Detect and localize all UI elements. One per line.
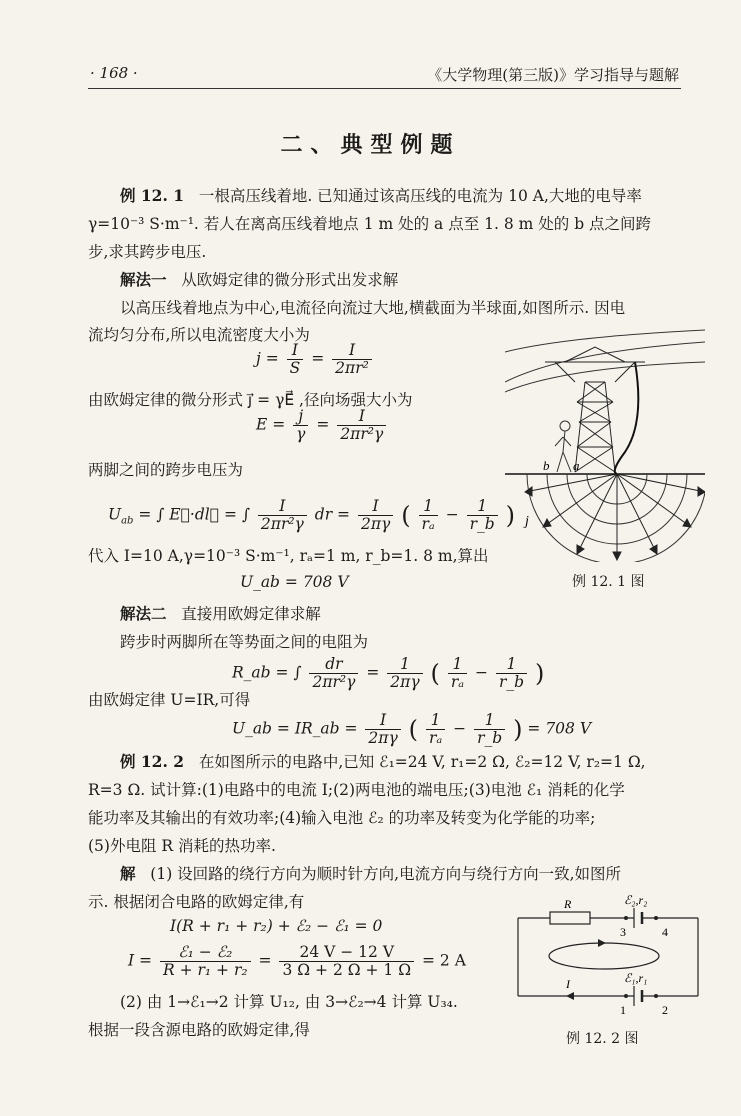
figure1-label-b: b: [543, 458, 550, 473]
eq-u2-lhs: U_ab = IR_ab =: [232, 719, 358, 738]
example1-label: 例 12. 1: [120, 186, 185, 205]
eq-u-num2: I: [358, 498, 393, 516]
figure2-label-I: I: [566, 977, 570, 991]
eq-u2-den2: rₐ: [428, 729, 443, 747]
eq-e-frac1: [293, 408, 308, 443]
eq-u-num4: 1: [467, 498, 498, 516]
solution-line3: (2) 由 1→ℰ₁→2 计算 U₁₂, 由 3→ℰ₂→4 计算 U₃₄.: [120, 993, 458, 1011]
figure2-label-e1: ℰ₁,r₁: [624, 971, 648, 985]
example2-statement-2: R=3 Ω. 试计算:(1)电路中的电流 I;(2)两电池的端电压;(3)电池 ℰ₁ 消耗的化学: [88, 781, 625, 799]
eq-j-den2: 2πr²: [335, 359, 369, 377]
eq-j-den1: S: [289, 359, 301, 377]
eq-r-num3: 1: [448, 656, 467, 674]
eq-r-num4: 1: [496, 656, 527, 674]
eq-j-num2: I: [332, 342, 372, 360]
eq-r-eq: =: [366, 663, 380, 682]
equation-kvl: I(R + r₁ + r₂) + ℰ₂ − ℰ₁ = 0: [170, 917, 383, 935]
equation-step-voltage: $U_{ab}$ = ∫ E⃗·dl⃗ = ∫ $\frac{I}{\text{2πr²γ}}$ dr = $\frac{I}{2\pi\gamma}$ ( $\frac{1}{\text{rₐ}}$ − $\frac{1}{r\_b}$ ): [108, 497, 516, 533]
eq-r-minus: −: [475, 663, 488, 682]
eq-u-dr: dr =: [314, 505, 351, 524]
eq-j-eq: =: [311, 349, 325, 368]
section-title: 二、典型例题: [280, 132, 461, 158]
eq-j-frac1: [287, 342, 304, 377]
eq-r-den1: 2πr²γ: [312, 673, 356, 691]
equation-current-density: [256, 342, 375, 377]
solution-line1: [120, 864, 621, 884]
method1-title: 从欧姆定律的微分形式出发求解: [181, 271, 399, 289]
method2-title: 直接用欧姆定律求解: [181, 605, 321, 623]
example2-statement-3: 能功率及其输出的有效功率;(4)输入电池 ℰ₂ 的功率及转变为化学能的功率;: [88, 809, 596, 827]
figure1-label-a: a: [573, 458, 580, 473]
equation-result2: U_ab = IR_ab = $\frac{I}{2\pi\gamma}$ ( $\frac{1}{\text{rₐ}}$ − $\frac{1}{r\_b}$ ) = 708 V: [232, 711, 592, 747]
eq-u2-den3: r_b: [477, 729, 503, 747]
eq-r-lhs: R_ab = ∫: [232, 663, 302, 682]
eq-r-frac3: [448, 656, 467, 691]
example1-statement-1: 一根高压线着地. 已知通过该高压线的电流为 10 A,大地的电导率: [198, 187, 642, 205]
eq-j-num1: I: [287, 342, 304, 360]
figure1-caption: 例 12. 1 图: [572, 574, 645, 590]
method2-heading: [120, 604, 321, 624]
figure2-node-2: 2: [662, 1003, 668, 1017]
example2-statement-4: (5)外电阻 R 消耗的热功率.: [88, 837, 276, 855]
figure-12-2: [508, 888, 708, 1018]
eq-u-num1: I: [258, 498, 307, 516]
figure1-label-j: j⃗: [525, 514, 540, 529]
eq-u-frac4: [467, 498, 498, 533]
figure2-caption: 例 12. 2 图: [566, 1031, 639, 1047]
solution-text-1: (1) 设回路的绕行方向为顺时针方向,电流方向与绕行方向一致,如图所: [150, 865, 622, 883]
eq-i-lhs: I =: [128, 951, 153, 970]
solution-line2: 示. 根据闭合电路的欧姆定律,有: [88, 893, 305, 911]
eq-e-den2: 2πr²γ: [340, 425, 384, 443]
eq-r-den4: r_b: [498, 673, 525, 691]
eq-r-num2: 1: [387, 656, 422, 674]
eq-u-frac2: [358, 498, 393, 533]
eq-r-frac2: [387, 656, 422, 691]
eq-u-integrals: = ∫ E⃗·dl⃗ = ∫: [138, 505, 250, 524]
figure2-node-4: 4: [662, 925, 668, 939]
example2-statement-1: 在如图所示的电路中,已知 ℰ₁=24 V, r₁=2 Ω, ℰ₂=12 V, r₂=1 Ω,: [198, 753, 646, 771]
eq-u-den2: 2πγ: [360, 515, 391, 533]
eq-i-num1: ℰ₁ − ℰ₂: [160, 944, 251, 962]
example2-label: 例 12. 2: [120, 752, 185, 771]
eq-u2-frac1: [365, 712, 400, 747]
eq-j-frac2: [332, 342, 372, 377]
method1-line5: 代入 I=10 A,γ=10⁻³ S·m⁻¹, rₐ=1 m, r_b=1. 8 m,算出: [88, 547, 489, 565]
figure2-node-3: 3: [620, 925, 626, 939]
eq-e-den1: γ: [296, 425, 306, 443]
eq-r-den3: rₐ: [450, 673, 465, 691]
example1-statement-3: 步,求其跨步电压.: [88, 243, 207, 261]
eq-u2-frac3: [474, 712, 505, 747]
eq-r-num1: dr: [309, 656, 358, 674]
method1-line3: 由欧姆定律的微分形式 j⃗ = γE⃗ ,径向场强大小为: [88, 391, 413, 409]
eq-u2-minus: −: [453, 719, 467, 738]
method1-line4: 两脚之间的跨步电压为: [88, 461, 244, 479]
header-rule: [88, 88, 681, 89]
eq-r-frac4: [496, 656, 527, 691]
eq-u-den1: 2πr²γ: [260, 515, 304, 533]
eq-u-minus: −: [445, 505, 459, 524]
solution-line4: 根据一段含源电路的欧姆定律,得: [88, 1021, 310, 1039]
example1-line1: [120, 186, 642, 206]
current-arrow: [566, 992, 574, 1000]
method2-line2: 由欧姆定律 U=IR,可得: [88, 691, 251, 709]
method2-label: 解法二: [120, 604, 167, 623]
eq-u-den4: r_b: [469, 515, 495, 533]
eq-r-den2: 2πγ: [390, 673, 420, 691]
running-title: 《大学物理(第三版)》学习指导与题解: [427, 66, 679, 84]
eq-u2-den1: 2πγ: [368, 729, 398, 747]
eq-u2-num1: I: [365, 712, 400, 730]
eq-e-num2: I: [337, 408, 386, 426]
eq-e-num1: j: [293, 408, 308, 426]
eq-u-num3: 1: [419, 498, 438, 516]
eq-e-eq: =: [316, 415, 330, 434]
eq-i-eq: =: [258, 951, 272, 970]
eq-e-frac2: [337, 408, 386, 443]
example1-statement-2: γ=10⁻³ S·m⁻¹. 若人在离高压线着地点 1 m 处的 a 点至 1. 8 m 处的 b 点之间跨: [88, 215, 652, 233]
figure-12-1: [505, 322, 705, 562]
figure2-label-e2: ℰ₂,r₂: [624, 893, 648, 907]
method1-label: 解法一: [120, 270, 167, 289]
loop-direction-arrow: [598, 939, 606, 947]
eq-e-lhs: E =: [256, 415, 286, 434]
figure2-node-1: 1: [620, 1003, 626, 1017]
eq-i-num2: 24 V − 12 V: [279, 944, 414, 962]
eq-i-den1: R + r₁ + r₂: [162, 961, 248, 979]
eq-i-frac2: [279, 944, 414, 979]
equation-resistance: R_ab = ∫ $\frac{dr}{\text{2πr²γ}}$ = $\frac{1}{2\pi\gamma}$ ( $\frac{1}{\text{rₐ}}$ − $\frac{1}{r\_b}$ ): [232, 655, 545, 691]
eq-j-lhs: j =: [256, 349, 279, 368]
page-number: · 168 ·: [90, 64, 138, 82]
method1-heading: [120, 270, 398, 290]
figure2-label-R: R: [564, 897, 572, 911]
method2-line1: 跨步时两脚所在等势面之间的电阻为: [120, 633, 369, 651]
eq-u-lhs: U: [108, 505, 122, 524]
method1-line1: 以高压线着地点为中心,电流径向流过大地,横截面为半球面,如图所示. 因电: [120, 299, 626, 317]
solution-label: 解: [120, 864, 136, 883]
example2-line1: [120, 752, 646, 772]
method1-line2: 流均匀分布,所以电流密度大小为: [88, 326, 310, 344]
eq-i-frac1: [160, 944, 251, 979]
eq-i-den2: 3 Ω + 2 Ω + 1 Ω: [282, 961, 412, 979]
eq-i-result: = 2 A: [422, 951, 466, 970]
eq-u-sub: ab: [121, 515, 134, 527]
eq-u-frac3: [419, 498, 438, 533]
equation-field: [256, 408, 389, 443]
equation-current: [128, 944, 466, 979]
eq-u2-num2: 1: [426, 712, 445, 730]
eq-r-frac1: [309, 656, 358, 691]
equation-result1: U_ab = 708 V: [240, 573, 349, 591]
eq-u-den3: rₐ: [421, 515, 435, 533]
eq-u2-result: = 708 V: [527, 719, 592, 738]
eq-u-frac1: [258, 498, 307, 533]
eq-u2-num3: 1: [474, 712, 505, 730]
eq-u2-frac2: [426, 712, 445, 747]
